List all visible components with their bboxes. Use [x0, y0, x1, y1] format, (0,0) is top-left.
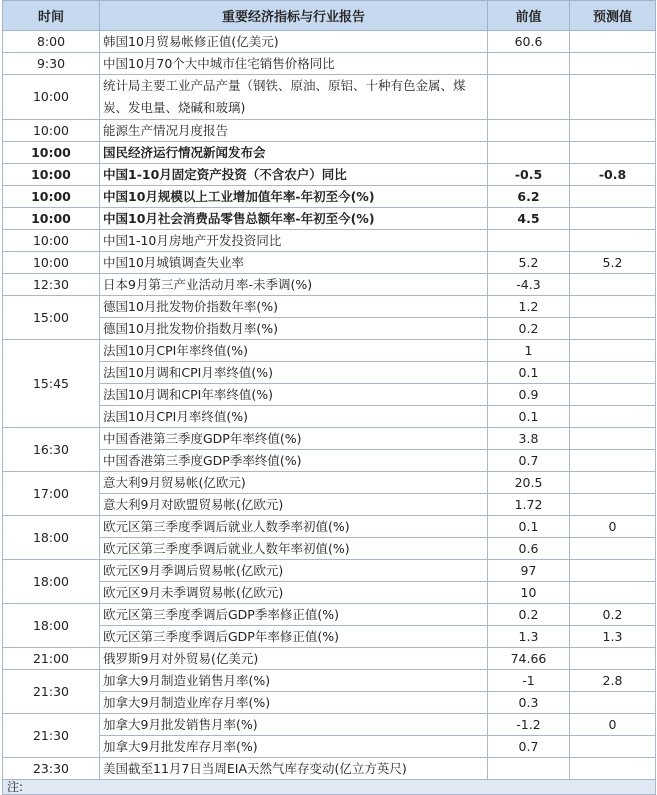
table-row	[3, 692, 656, 714]
time-cell: 18:00	[3, 516, 100, 560]
previous-cell: 0.1	[488, 362, 570, 384]
forecast-cell	[570, 692, 656, 714]
forecast-cell	[570, 75, 656, 120]
table-row	[3, 208, 656, 230]
event-cell: 中国1-10月固定资产投资（不含农户）同比	[100, 164, 488, 186]
table-row	[3, 164, 656, 186]
economic-calendar-table	[2, 0, 656, 795]
previous-cell: 0.1	[488, 406, 570, 428]
event-cell: 国民经济运行情况新闻发布会	[100, 142, 488, 164]
previous-cell: 97	[488, 560, 570, 582]
forecast-cell: 2.8	[570, 670, 656, 692]
table-row	[3, 714, 656, 736]
event-cell: 加拿大9月制造业销售月率(%)	[100, 670, 488, 692]
time-cell: 10:00	[3, 164, 100, 186]
event-cell: 欧元区9月未季调贸易帐(亿欧元)	[100, 582, 488, 604]
forecast-cell	[570, 186, 656, 208]
event-cell: 加拿大9月批发销售月率(%)	[100, 714, 488, 736]
forecast-cell	[570, 296, 656, 318]
event-cell: 意大利9月贸易帐(亿欧元)	[100, 472, 488, 494]
forecast-cell	[570, 340, 656, 362]
header-forecast: 预测值	[570, 1, 656, 31]
time-cell: 10:00	[3, 230, 100, 252]
table-row	[3, 736, 656, 758]
event-cell: 中国10月社会消费品零售总额年率-年初至今(%)	[100, 208, 488, 230]
previous-cell	[488, 758, 570, 780]
event-cell: 欧元区第三季度季调后就业人数季率初值(%)	[100, 516, 488, 538]
time-cell: 12:30	[3, 274, 100, 296]
event-cell: 加拿大9月制造业库存月率(%)	[100, 692, 488, 714]
time-cell: 21:30	[3, 714, 100, 758]
event-cell: 意大利9月对欧盟贸易帐(亿欧元)	[100, 494, 488, 516]
previous-cell	[488, 53, 570, 75]
time-cell: 9:30	[3, 53, 100, 75]
table-row	[3, 560, 656, 582]
table-row	[3, 31, 656, 53]
event-cell: 能源生产情况月度报告	[100, 120, 488, 142]
previous-cell	[488, 120, 570, 142]
table-row	[3, 274, 656, 296]
table-row	[3, 516, 656, 538]
event-cell: 欧元区第三季度季调后就业人数年率初值(%)	[100, 538, 488, 560]
time-cell: 18:00	[3, 604, 100, 648]
time-cell: 23:30	[3, 758, 100, 780]
table-row	[3, 472, 656, 494]
header-event: 重要经济指标与行业报告	[100, 1, 488, 31]
forecast-cell	[570, 494, 656, 516]
previous-cell: 0.9	[488, 384, 570, 406]
time-cell: 10:00	[3, 208, 100, 230]
header-previous: 前值	[488, 1, 570, 31]
event-cell: 韩国10月贸易帐修正值(亿美元)	[100, 31, 488, 53]
time-cell: 10:00	[3, 186, 100, 208]
event-cell: 美国截至11月7日当周EIA天然气库存变动(亿立方英尺)	[100, 758, 488, 780]
table-row	[3, 604, 656, 626]
event-cell: 中国10月规模以上工业增加值年率-年初至今(%)	[100, 186, 488, 208]
previous-cell: 1	[488, 340, 570, 362]
previous-cell: 4.5	[488, 208, 570, 230]
event-cell: 加拿大9月批发库存月率(%)	[100, 736, 488, 758]
previous-cell	[488, 230, 570, 252]
time-cell: 16:30	[3, 428, 100, 472]
previous-cell: 74.66	[488, 648, 570, 670]
table-row	[3, 186, 656, 208]
forecast-cell	[570, 362, 656, 384]
time-cell: 10:00	[3, 252, 100, 274]
time-cell: 10:00	[3, 120, 100, 142]
previous-cell: 0.2	[488, 604, 570, 626]
event-cell: 中国香港第三季度GDP年率终值(%)	[100, 428, 488, 450]
time-cell: 15:45	[3, 340, 100, 428]
event-cell: 欧元区9月季调后贸易帐(亿欧元)	[100, 560, 488, 582]
event-cell: 法国10月调和CPI年率终值(%)	[100, 384, 488, 406]
forecast-cell	[570, 31, 656, 53]
forecast-cell	[570, 450, 656, 472]
event-cell: 统计局主要工业产品产量（钢铁、原油、原铝、十种有色金属、煤炭、发电量、烧碱和玻璃)	[100, 75, 488, 120]
previous-cell: 0.1	[488, 516, 570, 538]
forecast-cell	[570, 230, 656, 252]
previous-cell: -0.5	[488, 164, 570, 186]
table-row	[3, 758, 656, 780]
time-cell: 17:00	[3, 472, 100, 516]
table-row	[3, 230, 656, 252]
event-cell: 法国10月CPI年率终值(%)	[100, 340, 488, 362]
previous-cell	[488, 75, 570, 120]
table-row	[3, 670, 656, 692]
previous-cell: 1.3	[488, 626, 570, 648]
table-row	[3, 428, 656, 450]
forecast-cell	[570, 53, 656, 75]
event-cell: 中国10月70个大中城市住宅销售价格同比	[100, 53, 488, 75]
table-row	[3, 296, 656, 318]
note-row: 注:	[3, 780, 656, 795]
forecast-cell	[570, 538, 656, 560]
event-cell: 德国10月批发物价指数月率(%)	[100, 318, 488, 340]
previous-cell: 1.72	[488, 494, 570, 516]
table-row	[3, 120, 656, 142]
forecast-cell	[570, 428, 656, 450]
forecast-cell	[570, 582, 656, 604]
event-cell: 德国10月批发物价指数年率(%)	[100, 296, 488, 318]
forecast-cell	[570, 120, 656, 142]
forecast-cell: 0.2	[570, 604, 656, 626]
table-row	[3, 648, 656, 670]
forecast-cell	[570, 208, 656, 230]
event-cell: 中国1-10月房地产开发投资同比	[100, 230, 488, 252]
previous-cell: 20.5	[488, 472, 570, 494]
forecast-cell	[570, 560, 656, 582]
time-cell: 21:00	[3, 648, 100, 670]
table-row	[3, 626, 656, 648]
table-row	[3, 318, 656, 340]
time-cell: 18:00	[3, 560, 100, 604]
table-row	[3, 450, 656, 472]
table-row	[3, 362, 656, 384]
table-row	[3, 340, 656, 362]
time-cell: 10:00	[3, 75, 100, 120]
previous-cell: 10	[488, 582, 570, 604]
forecast-cell: 5.2	[570, 252, 656, 274]
forecast-cell: -0.8	[570, 164, 656, 186]
table-row	[3, 75, 656, 120]
forecast-cell	[570, 274, 656, 296]
forecast-cell	[570, 406, 656, 428]
event-cell: 欧元区第三季度季调后GDP年率修正值(%)	[100, 626, 488, 648]
time-cell: 21:30	[3, 670, 100, 714]
forecast-cell: 0	[570, 714, 656, 736]
table-row	[3, 53, 656, 75]
event-cell: 法国10月调和CPI月率终值(%)	[100, 362, 488, 384]
forecast-cell	[570, 758, 656, 780]
table-row	[3, 406, 656, 428]
previous-cell: 3.8	[488, 428, 570, 450]
forecast-cell: 0	[570, 516, 656, 538]
previous-cell: 0.7	[488, 450, 570, 472]
event-cell: 日本9月第三产业活动月率-未季调(%)	[100, 274, 488, 296]
table-row	[3, 384, 656, 406]
table-row	[3, 538, 656, 560]
header-time: 时间	[3, 1, 100, 31]
time-cell: 8:00	[3, 31, 100, 53]
previous-cell: -1.2	[488, 714, 570, 736]
forecast-cell	[570, 318, 656, 340]
forecast-cell: 1.3	[570, 626, 656, 648]
previous-cell: -4.3	[488, 274, 570, 296]
forecast-cell	[570, 384, 656, 406]
previous-cell: 6.2	[488, 186, 570, 208]
time-cell: 10:00	[3, 142, 100, 164]
event-cell: 中国10月城镇调查失业率	[100, 252, 488, 274]
table-header	[3, 1, 656, 31]
previous-cell	[488, 142, 570, 164]
event-cell: 欧元区第三季度季调后GDP季率修正值(%)	[100, 604, 488, 626]
event-cell: 俄罗斯9月对外贸易(亿美元)	[100, 648, 488, 670]
previous-cell: -1	[488, 670, 570, 692]
previous-cell: 0.7	[488, 736, 570, 758]
previous-cell: 0.3	[488, 692, 570, 714]
previous-cell: 1.2	[488, 296, 570, 318]
forecast-cell	[570, 142, 656, 164]
previous-cell: 0.2	[488, 318, 570, 340]
previous-cell: 0.6	[488, 538, 570, 560]
event-cell: 中国香港第三季度GDP季率终值(%)	[100, 450, 488, 472]
previous-cell: 60.6	[488, 31, 570, 53]
event-cell: 法国10月CPI月率终值(%)	[100, 406, 488, 428]
time-cell: 15:00	[3, 296, 100, 340]
forecast-cell	[570, 648, 656, 670]
previous-cell: 5.2	[488, 252, 570, 274]
forecast-cell	[570, 472, 656, 494]
table-row	[3, 582, 656, 604]
forecast-cell	[570, 736, 656, 758]
table-row	[3, 252, 656, 274]
table-row	[3, 142, 656, 164]
table-row	[3, 494, 656, 516]
